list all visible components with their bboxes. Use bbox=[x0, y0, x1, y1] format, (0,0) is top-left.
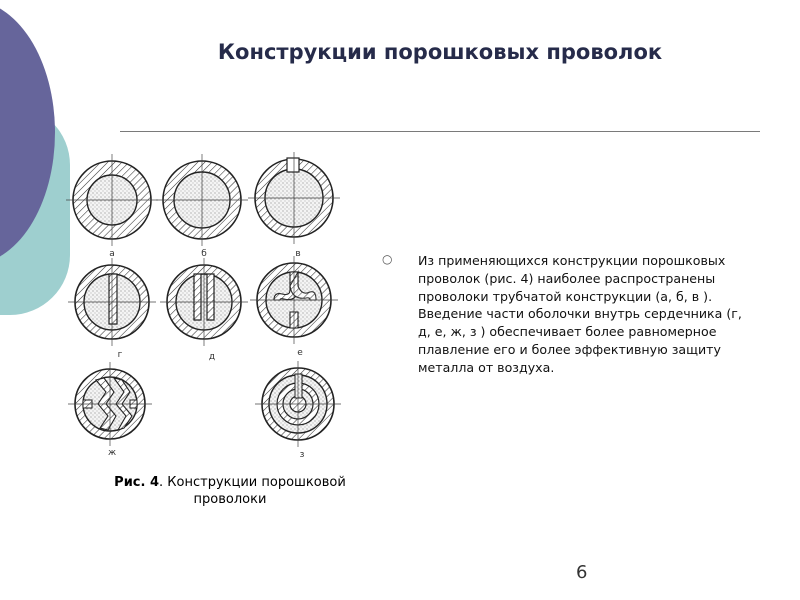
label-v: в bbox=[295, 249, 301, 259]
caption-text: . Конструкции порошковой проволоки bbox=[159, 475, 346, 507]
cross-section-a bbox=[66, 154, 158, 246]
label-e: е bbox=[297, 348, 303, 358]
cross-section-v bbox=[248, 152, 340, 244]
label-g: г bbox=[117, 350, 123, 360]
figure-caption bbox=[80, 474, 380, 508]
label-z: з bbox=[299, 450, 305, 460]
page-number: 6 bbox=[576, 562, 588, 583]
cross-section-d bbox=[160, 258, 248, 346]
wire-cross-sections-figure bbox=[62, 152, 362, 467]
cross-section-z bbox=[255, 361, 341, 447]
caption-label: Рис. 4 bbox=[114, 475, 160, 490]
slide-title: Конструкции порошковых проволок bbox=[217, 40, 663, 64]
label-b: б bbox=[201, 249, 207, 259]
cross-section-g bbox=[68, 258, 156, 346]
label-d: д bbox=[208, 352, 216, 362]
label-a: а bbox=[109, 249, 115, 259]
title-divider bbox=[120, 131, 760, 132]
cross-section-e bbox=[250, 256, 338, 344]
cross-section-b bbox=[156, 154, 248, 246]
bullet-circle-icon: ○ bbox=[382, 252, 393, 266]
label-zh: ж bbox=[107, 448, 117, 458]
cross-section-zh bbox=[68, 362, 152, 446]
bullet-text: Из применяющихся конструкции порошковых проволок (рис. 4) наиболее распространены проволоки трубчатой конструкции (а, б, в ). Введение части оболочки внутрь сердечника (г, д, е, ж, з ) обеспечивает более равномерное плавление его и более эффективную защиту металла от воздуха. bbox=[418, 253, 742, 375]
